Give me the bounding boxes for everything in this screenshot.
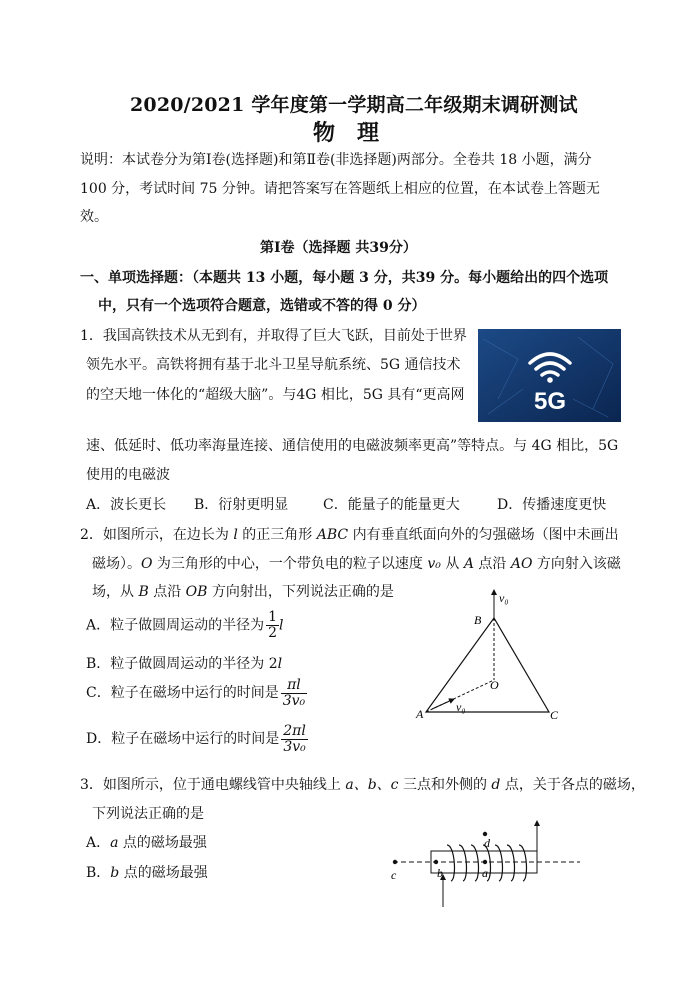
5g-image [478, 329, 621, 422]
q1-option-c: C．能量子的能量更大 [323, 497, 460, 513]
q2-option-c: C．粒子在磁场中运行的时间是 $\frac{\pi l}{\text{3v₀}}$ [86, 676, 306, 709]
subject-title: 物 理 [313, 120, 380, 146]
label-point-b: b [437, 866, 443, 880]
q1-line-1: 1．我国高铁技术从无到有，并取得了巨大飞跃，目前处于世界 [80, 328, 467, 344]
q1-option-a: A．波长更长 [86, 497, 167, 513]
q3-line-1: 3．如图所示，位于通电螺线管中央轴线上 a、b、c 三点和外侧的 d 点，关于各点的磁场， [80, 777, 645, 793]
label-a: A [416, 707, 424, 721]
label-point-a: a [482, 866, 488, 880]
label-b: B [474, 613, 482, 627]
q2-line-2: 磁场）。O 为三角形的中心，一个带负电的粒子以速度 v₀ 从 A 点沿 AO 方向射入该磁 [92, 556, 621, 572]
q1-line-3: 的空天地一体化的“超级大脑”。与4G 相比，5G 具有“更高网 [86, 387, 465, 403]
q1-option-d: D．传播速度更快 [497, 497, 607, 513]
q1-line-2: 领先水平。高铁将拥有基于北斗卫星导航系统、5G 通信技术 [86, 357, 461, 373]
q2-line-1: 2．如图所示，在边长为 l 的正三角形 ABC 内有垂直纸面向外的匀强磁场（图中未画出 [80, 527, 619, 543]
instructions-line-1: 说明：本试卷分为第Ⅰ卷(选择题)和第Ⅱ卷(非选择题)两部分。全卷共 18 小题，满分 [80, 152, 592, 168]
point-c [393, 860, 397, 864]
q1-line-4: 速、低延时、低功率海量连接、通信使用的电磁波频率更高”等特点。与 4G 相比，5G [86, 438, 619, 454]
velocity-arrow-a [432, 699, 454, 709]
q3-option-a: A．a 点的磁场最强 [86, 835, 207, 851]
q2-option-b: B．粒子做圆周运动的半径为 2l [86, 656, 283, 672]
point-b [434, 860, 438, 864]
label-v0-a: v₀ [456, 700, 466, 714]
label-point-c: c [391, 868, 397, 882]
q3-line-2: 下列说法正确的是 [92, 806, 204, 822]
part-heading-line-1: 一、单项选择题：（本题共 13 小题，每小题 3 分，共39 分。每小题给出的四个选项 [80, 270, 609, 286]
point-a [483, 860, 487, 864]
q3-option-b: B．b 点的磁场最强 [86, 865, 208, 881]
part-heading-line-2: 中，只有一个选项符合题意，选错或不答的得 0 分） [98, 298, 426, 314]
q2-line-3: 场，从 B 点沿 OB 方向射出，下列说法正确的是 [92, 584, 394, 600]
exam-title: 2020/2021 学年度第一学期高二年级期末调研测试 [130, 94, 578, 116]
q1-option-b: B．衍射更明显 [194, 497, 289, 513]
triangle-abc [426, 618, 549, 712]
triangle-figure [410, 588, 570, 723]
label-o: O [490, 678, 499, 692]
instructions-line-3: 效。 [80, 209, 108, 225]
q2-option-a: A．粒子做圆周运动的半径为 $\frac{1}{2}$ l [86, 609, 284, 641]
q2-option-d: D．粒子在磁场中运行的时间是 $\frac{2\pi l}{\text{3v₀}}$ [86, 722, 306, 755]
q1-line-5: 使用的电磁波 [86, 467, 170, 483]
label-c: C [550, 708, 559, 722]
section-title: 第Ⅰ卷（选择题 共39分） [260, 240, 417, 256]
5g-image-text: 5G [533, 388, 567, 415]
solenoid-figure [385, 815, 585, 910]
label-point-d: d [484, 836, 490, 850]
label-v0-top: v₀ [499, 591, 509, 605]
instructions-line-2: 100 分，考试时间 75 分钟。请把答案写在答题纸上相应的位置，在本试卷上答题无 [80, 181, 600, 197]
